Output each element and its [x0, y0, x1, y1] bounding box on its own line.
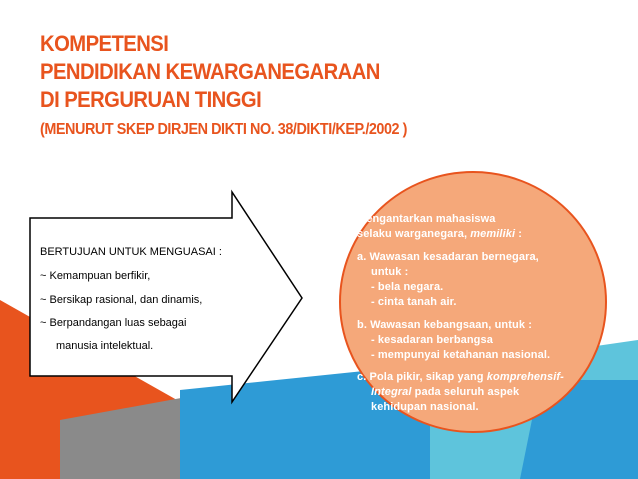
circle-c-1 [357, 370, 564, 385]
circle-intro-1: Mengantarkan mahasiswa [357, 213, 496, 225]
arrow-item-3: ~ Berpandangan luas sebagai [40, 317, 187, 329]
title-line-3: DI PERGURUAN TINGGI [40, 87, 262, 112]
circle-c-1-emph: komprehensif- [486, 371, 564, 383]
circle-a-3: - bela negara. [371, 281, 444, 293]
circle-c-1-prefix: c. Pola pikir, sikap yang [357, 371, 487, 383]
title-block [40, 30, 600, 141]
title-line-2: PENDIDIKAN KEWARGANEGARAAN [40, 59, 380, 84]
circle-a-1: a. Wawasan kesadaran bernegara, [357, 251, 539, 263]
title-subtitle: (MENURUT SKEP DIRJEN DIKTI NO. 38/DIKTI/KEP./2002 ) [40, 121, 408, 138]
arrow-heading: BERTUJUAN UNTUK MENGUASAI : [40, 246, 222, 258]
circle-c-2 [357, 385, 519, 400]
circle-c-2-emph: Integral [371, 386, 412, 398]
circle-a-2: untuk : [371, 266, 409, 278]
circle-c-3: kehidupan nasional. [371, 401, 479, 413]
circle-c-2-suffix: pada seluruh aspek [411, 386, 520, 398]
arrow-item-2: ~ Bersikap rasional, dan dinamis, [40, 294, 203, 306]
arrow-item-1: ~ Kemampuan berfikir, [40, 270, 151, 282]
circle-b-1: b. Wawasan kebangsaan, untuk : [357, 319, 532, 331]
circle-intro-2-prefix: selaku warganegara, [357, 228, 471, 240]
circle-a-4: - cinta tanah air. [371, 296, 457, 308]
arrow-item-4: manusia intelektual. [56, 340, 154, 352]
circle-b-3: - mempunyai ketahanan nasional. [371, 349, 551, 361]
circle-intro-2 [357, 227, 522, 242]
circle-intro-2-emph: memiliki [470, 228, 516, 240]
circle-intro-2-suffix: : [515, 228, 523, 240]
circle-b-2: - kesadaran berbangsa [371, 334, 493, 346]
title-line-1: KOMPETENSI [40, 31, 169, 56]
